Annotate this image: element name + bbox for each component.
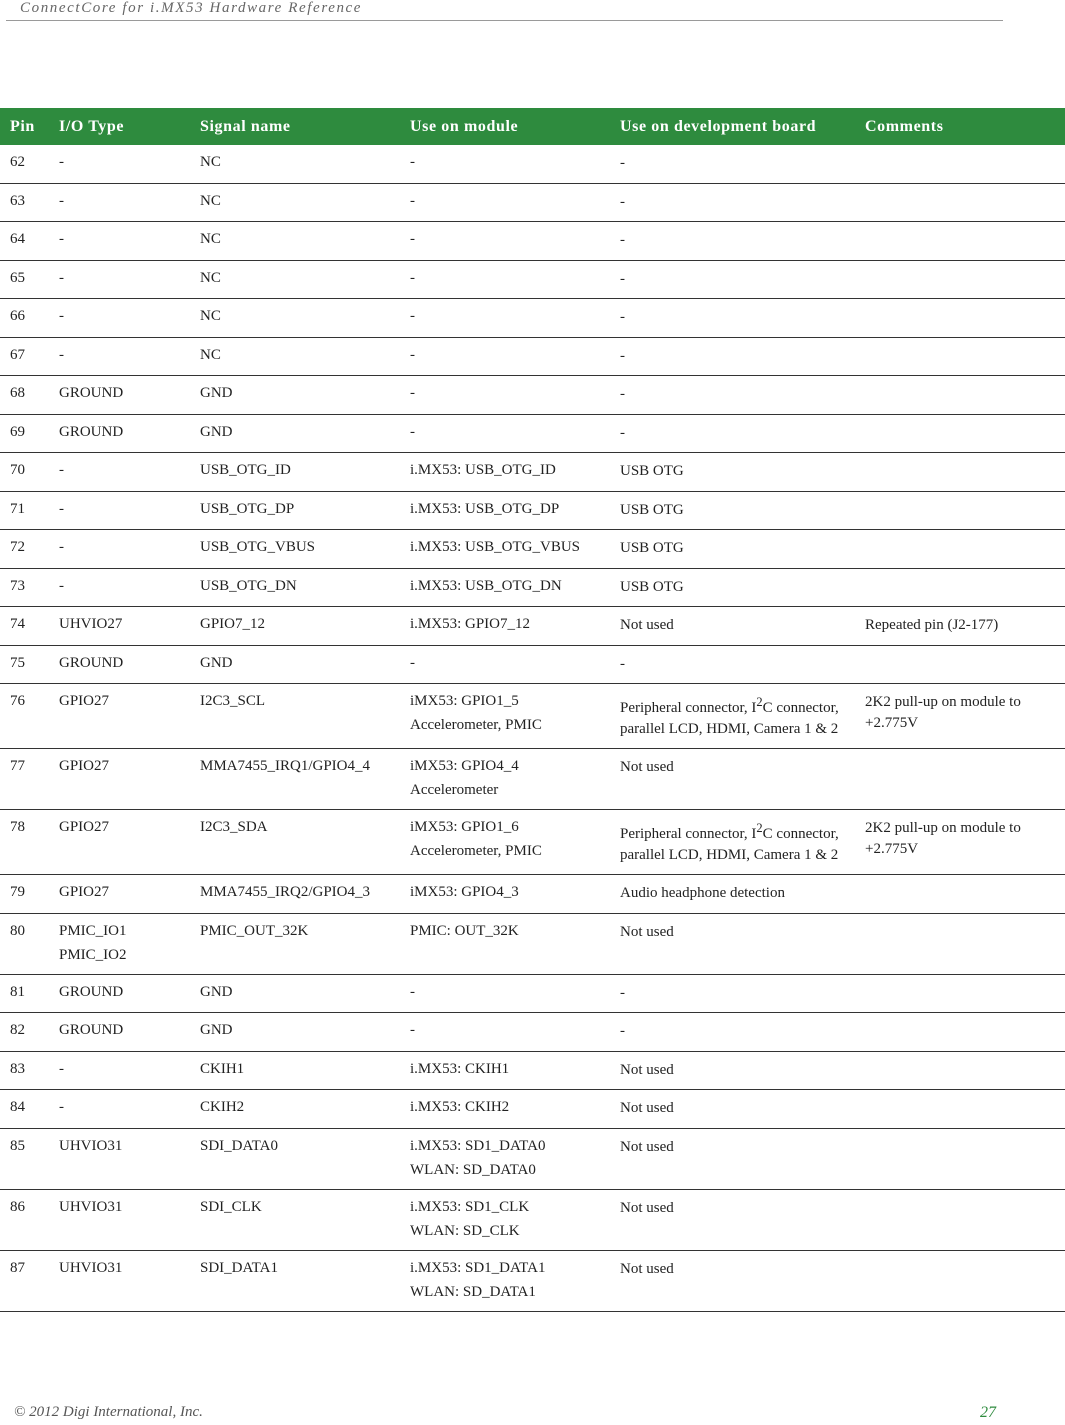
pin-cell: 66 [0,299,49,338]
module-use-cell-line: PMIC: OUT_32K [410,922,519,939]
signal-name-cell: GPIO7_12 [190,607,400,646]
pin-cell: 75 [0,645,49,684]
table-row [0,1013,1065,1052]
io-type-cell [49,810,190,875]
io-type-cell [49,530,190,569]
module-use-cell [400,376,610,415]
dev-board-use-cell: - [610,645,855,684]
dev-board-use-cell: - [610,414,855,453]
pin-cell: 73 [0,568,49,607]
module-use-cell [400,1189,610,1250]
comment-cell [855,1189,1065,1250]
module-use-cell-line: - [410,385,415,401]
comment-cell [855,1090,1065,1129]
io-type-cell-line: - [59,500,64,517]
dev-board-use-cell: Not used [610,913,855,974]
module-use-cell [400,337,610,376]
dev-board-use-cell: - [610,145,855,183]
comment-cell [855,1128,1065,1189]
module-use-cell [400,491,610,530]
dev-board-use-cell: - [610,222,855,261]
module-use-cell [400,810,610,875]
io-type-cell-line: GROUND [59,423,124,440]
pin-cell: 71 [0,491,49,530]
module-use-cell-line: - [410,192,415,209]
module-use-cell-line: - [410,269,415,286]
signal-name-cell: SDI_DATA1 [190,1250,400,1311]
module-use-cell-line: WLAN: SD_CLK [410,1222,520,1239]
module-use-cell [400,749,610,810]
module-use-cell [400,607,610,646]
signal-name-cell: GND [190,645,400,684]
signal-name-cell: GND [190,1013,400,1052]
column-header-signal-name: Signal name [190,108,400,145]
module-use-cell-line: i.MX53: CKIH1 [410,1060,510,1077]
dev-board-use-cell: Not used [610,1090,855,1129]
module-use-cell [400,1250,610,1311]
dev-board-use-cell: Not used [610,1250,855,1311]
pin-cell: 65 [0,260,49,299]
module-use-cell [400,645,610,684]
comment-cell [855,337,1065,376]
io-type-cell [49,260,190,299]
signal-name-cell: NC [190,183,400,222]
module-use-cell [400,684,610,749]
module-use-cell-line: iMX53: GPIO4_3 [410,884,519,900]
io-type-cell-line: GPIO27 [59,758,110,774]
io-type-cell [49,491,190,530]
io-type-cell-line: GPIO27 [59,819,110,835]
pin-cell: 81 [0,974,49,1013]
io-type-cell [49,1128,190,1189]
signal-name-cell: I2C3_SCL [190,684,400,749]
signal-name-cell: MMA7455_IRQ2/GPIO4_3 [190,875,400,914]
pin-cell: 84 [0,1090,49,1129]
module-use-cell [400,299,610,338]
signal-name-cell: NC [190,337,400,376]
module-use-cell [400,222,610,261]
comment-cell [855,491,1065,530]
module-use-cell [400,875,610,914]
comment-cell [855,145,1065,183]
table-row [0,1189,1065,1250]
io-type-cell-line: GPIO27 [59,693,110,709]
footer-copyright: © 2012 Digi International, Inc. [14,1404,203,1420]
module-use-cell-line: - [410,654,415,671]
module-use-cell-line: iMX53: GPIO1_6 [410,819,519,835]
pin-cell: 63 [0,183,49,222]
running-header-title: ConnectCore for i.MX53 Hardware Reference [20,0,363,16]
pin-cell: 79 [0,875,49,914]
io-type-cell [49,1189,190,1250]
io-type-cell [49,749,190,810]
io-type-cell [49,684,190,749]
comment-cell: 2K2 pull-up on module to +2.775V [855,684,1065,749]
module-use-cell [400,260,610,299]
module-use-cell [400,913,610,974]
dev-board-use-cell: - [610,337,855,376]
table-row [0,491,1065,530]
module-use-cell-line: - [410,983,415,1000]
io-type-cell [49,376,190,415]
pin-table-header [0,108,1065,145]
module-use-cell-line: i.MX53: USB_OTG_DP [410,500,560,517]
dev-board-use-cell: USB OTG [610,491,855,530]
signal-name-cell: GND [190,376,400,415]
pin-cell: 86 [0,1189,49,1250]
column-header-use-on-dev-board: Use on development board [610,108,855,145]
io-type-cell [49,607,190,646]
column-header-pin: Pin [0,108,49,145]
io-type-cell [49,145,190,183]
io-type-cell [49,1250,190,1311]
pin-cell: 74 [0,607,49,646]
signal-name-cell: NC [190,260,400,299]
comment-cell [855,222,1065,261]
module-use-cell-line: - [410,231,415,247]
module-use-cell [400,1051,610,1090]
io-type-cell-line: - [59,346,64,363]
module-use-cell-line: i.MX53: CKIH2 [410,1099,510,1115]
comment-cell [855,183,1065,222]
signal-name-cell: USB_OTG_VBUS [190,530,400,569]
module-use-cell-line: Accelerometer, PMIC [410,843,542,859]
pin-cell: 85 [0,1128,49,1189]
pin-table [0,108,1065,1312]
comment-cell [855,530,1065,569]
io-type-cell-line: UHVIO31 [59,1259,123,1276]
comment-cell [855,645,1065,684]
signal-name-cell: CKIH2 [190,1090,400,1129]
table-row [0,299,1065,338]
pin-cell: 69 [0,414,49,453]
dev-board-use-cell: USB OTG [610,530,855,569]
table-row [0,414,1065,453]
module-use-cell-line: - [410,423,415,440]
pin-cell: 87 [0,1250,49,1311]
io-type-cell-line: PMIC_IO2 [59,946,127,963]
signal-name-cell: SDI_DATA0 [190,1128,400,1189]
module-use-cell [400,453,610,492]
io-type-cell [49,974,190,1013]
comment-cell [855,913,1065,974]
dev-board-use-cell: Audio headphone detection [610,875,855,914]
io-type-cell-line: - [59,154,64,170]
module-use-cell [400,1013,610,1052]
io-type-cell-line: - [59,308,64,324]
io-type-cell-line: - [59,269,64,286]
io-type-cell-line: GROUND [59,654,124,671]
column-header-use-on-module: Use on module [400,108,610,145]
pin-cell: 64 [0,222,49,261]
module-use-cell-line: WLAN: SD_DATA1 [410,1283,536,1300]
pin-table-body [0,145,1065,1311]
module-use-cell-line: WLAN: SD_DATA0 [410,1161,536,1178]
pin-cell: 78 [0,810,49,875]
comment-cell [855,299,1065,338]
table-row [0,1051,1065,1090]
io-type-cell-line: UHVIO27 [59,616,123,632]
table-row [0,145,1065,183]
signal-name-cell: NC [190,222,400,261]
io-type-cell [49,337,190,376]
footer-page-number: 27 [980,1404,996,1421]
io-type-cell [49,875,190,914]
signal-name-cell: I2C3_SDA [190,810,400,875]
io-type-cell-line: - [59,1099,64,1115]
io-type-cell-line: - [59,231,64,247]
io-type-cell-line: UHVIO31 [59,1198,123,1215]
dev-board-use-cell: Peripheral connector, $I^2C$ connector, parallel LCD, HDMI, Camera 1 & 2 [610,810,855,875]
table-row [0,1250,1065,1311]
dev-board-use-cell: Not used [610,1189,855,1250]
module-use-cell [400,530,610,569]
table-row [0,645,1065,684]
io-type-cell [49,299,190,338]
pin-cell: 82 [0,1013,49,1052]
table-row [0,183,1065,222]
signal-name-cell: GND [190,974,400,1013]
dev-board-use-cell: - [610,183,855,222]
module-use-cell-line: Accelerometer, PMIC [410,717,542,733]
io-type-cell [49,453,190,492]
comment-cell [855,376,1065,415]
io-type-cell-line: - [59,192,64,209]
module-use-cell [400,974,610,1013]
module-use-cell [400,568,610,607]
pin-cell: 70 [0,453,49,492]
table-row [0,810,1065,875]
module-use-cell [400,145,610,183]
comment-cell [855,974,1065,1013]
signal-name-cell: SDI_CLK [190,1189,400,1250]
dev-board-use-cell: - [610,260,855,299]
comment-cell [855,875,1065,914]
table-row [0,875,1065,914]
io-type-cell [49,645,190,684]
io-type-cell [49,414,190,453]
io-type-cell-line: - [59,1060,64,1077]
table-row [0,568,1065,607]
table-row [0,749,1065,810]
signal-name-cell: CKIH1 [190,1051,400,1090]
pin-cell: 68 [0,376,49,415]
comment-cell [855,453,1065,492]
io-type-cell-line: GROUND [59,1022,124,1038]
signal-name-cell: NC [190,145,400,183]
signal-name-cell: GND [190,414,400,453]
module-use-cell [400,183,610,222]
module-use-cell-line: Accelerometer [410,782,499,798]
table-row [0,1128,1065,1189]
io-type-cell [49,568,190,607]
module-use-cell-line: i.MX53: SD1_DATA1 [410,1259,546,1276]
comment-cell: 2K2 pull-up on module to +2.775V [855,810,1065,875]
dev-board-use-cell: USB OTG [610,453,855,492]
module-use-cell-line: i.MX53: GPIO7_12 [410,616,531,632]
dev-board-use-cell: - [610,1013,855,1052]
signal-name-cell: USB_OTG_ID [190,453,400,492]
dev-board-use-cell: - [610,974,855,1013]
dev-board-use-cell: USB OTG [610,568,855,607]
table-row [0,453,1065,492]
io-type-cell [49,1051,190,1090]
table-row [0,260,1065,299]
dev-board-use-cell: Not used [610,749,855,810]
io-type-cell-line: GROUND [59,385,124,401]
io-type-cell-line: UHVIO31 [59,1137,123,1154]
table-row [0,376,1065,415]
pin-cell: 83 [0,1051,49,1090]
module-use-cell-line: - [410,1022,415,1038]
signal-name-cell: PMIC_OUT_32K [190,913,400,974]
module-use-cell [400,1128,610,1189]
comment-cell [855,568,1065,607]
io-type-cell-line: - [59,577,64,594]
io-type-cell [49,183,190,222]
module-use-cell-line: i.MX53: SD1_CLK [410,1198,530,1215]
comment-cell [855,1250,1065,1311]
header-rule [6,20,1003,21]
comment-cell [855,260,1065,299]
pin-cell: 77 [0,749,49,810]
dev-board-use-cell: Not used [610,607,855,646]
table-row [0,684,1065,749]
module-use-cell-line: - [410,308,415,324]
dev-board-use-cell: Not used [610,1128,855,1189]
dev-board-use-cell: - [610,299,855,338]
pin-cell: 67 [0,337,49,376]
signal-name-cell: MMA7455_IRQ1/GPIO4_4 [190,749,400,810]
comment-cell: Repeated pin (J2-177) [855,607,1065,646]
table-row [0,974,1065,1013]
pin-cell: 72 [0,530,49,569]
column-header-comments: Comments [855,108,1065,145]
module-use-cell-line: i.MX53: SD1_DATA0 [410,1137,546,1154]
table-row [0,607,1065,646]
table-row [0,913,1065,974]
column-header-io-type: I/O Type [49,108,190,145]
pin-cell: 80 [0,913,49,974]
module-use-cell [400,1090,610,1129]
io-type-cell [49,222,190,261]
table-row [0,530,1065,569]
io-type-cell [49,913,190,974]
module-use-cell-line: i.MX53: USB_OTG_VBUS [410,539,581,555]
signal-name-cell: NC [190,299,400,338]
signal-name-cell: USB_OTG_DP [190,491,400,530]
comment-cell [855,414,1065,453]
module-use-cell-line: i.MX53: USB_OTG_ID [410,462,556,478]
table-row [0,222,1065,261]
signal-name-cell: USB_OTG_DN [190,568,400,607]
comment-cell [855,749,1065,810]
io-type-cell-line: GPIO27 [59,884,110,900]
io-type-cell-line: - [59,462,64,478]
io-type-cell [49,1013,190,1052]
io-type-cell-line: GROUND [59,983,124,1000]
module-use-cell-line: iMX53: GPIO1_5 [410,693,519,709]
pin-cell: 76 [0,684,49,749]
dev-board-use-cell: - [610,376,855,415]
dev-board-use-cell: Not used [610,1051,855,1090]
table-row [0,1090,1065,1129]
io-type-cell-line: - [59,539,64,555]
module-use-cell [400,414,610,453]
io-type-cell [49,1090,190,1129]
module-use-cell-line: iMX53: GPIO4_4 [410,758,519,774]
dev-board-use-cell: Peripheral connector, $I^2C$ connector, parallel LCD, HDMI, Camera 1 & 2 [610,684,855,749]
pin-cell: 62 [0,145,49,183]
module-use-cell-line: - [410,154,415,170]
comment-cell [855,1013,1065,1052]
module-use-cell-line: - [410,346,415,363]
header-row [0,108,1065,145]
module-use-cell-line: i.MX53: USB_OTG_DN [410,577,562,594]
table-row [0,337,1065,376]
comment-cell [855,1051,1065,1090]
io-type-cell-line: PMIC_IO1 [59,922,127,939]
